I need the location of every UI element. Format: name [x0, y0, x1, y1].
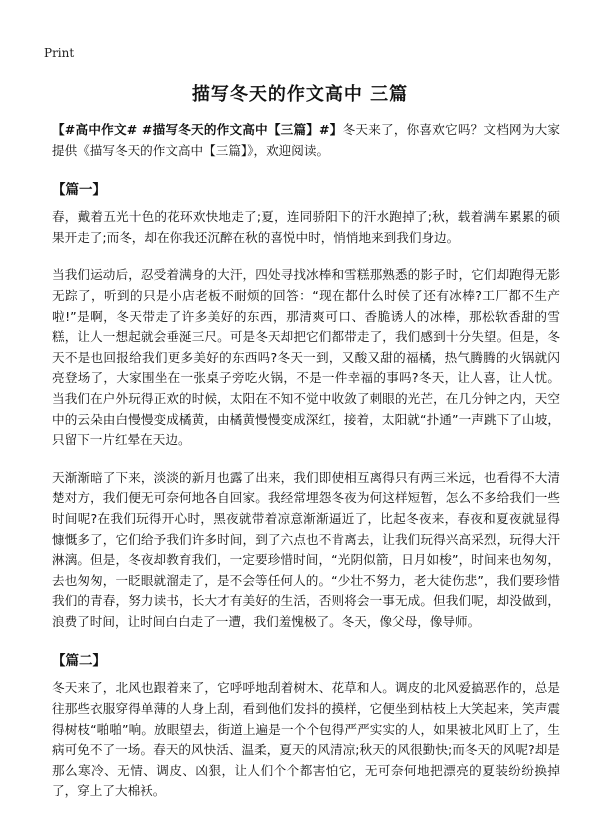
document-body	[52, 120, 560, 819]
section-1-paragraph-2: 当我们运动后，忍受着满身的大汗，四处寻找冰棒和雪糕那熟悉的影子时，它们却跑得无影无踪了，听到的只是小店老板不耐烦的回答：“现在都什么时侯了还有冰棒?工厂都不生产啦!”是啊，冬天带走了许多美好的东西，那清爽可口、香脆诱人的冰棒，那松软香甜的雪糕，让人一想起就会垂涎三尺。可是冬天却把它们都带走了，我们感到十分失望。但是，冬天不是也回报给我们更多美好的东西吗?冬天一到，又酸又甜的福橘，热气腾腾的火锅就闪亮登场了，大家围坐在一张桌子旁吃火锅，不是一件幸福的事吗?冬天，让人喜，让人忧。当我们在户外玩得正欢的时候，太阳在不知不觉中收敛了刺眼的光芒，在几分钟之内，天空中的云朵由白慢慢变成橘黄，由橘黄慢慢变成深红，接着，太阳就“扑通”一声跳下了山坡，只留下一片红晕在天边。	[52, 267, 560, 448]
section-2-paragraph-1: 冬天来了，北风也跟着来了，它呼呼地刮着树木、花草和人。调皮的北风爱搞恶作的，总是往那些衣服穿得单薄的人身上刮，看到他们发抖的摸样，它便坐到枯枝上大笑起来，笑声震得树枝“啪啪”响。放眼望去，街道上遍是一个个包得严严实实的人，如果被北风盯上了，生病可免不了一场。春天的风快活、温柔，夏天的风清凉;秋天的风很勤快;而冬天的风呢?却是那么寒冷、无情、调皮、凶狠，让人们个个都害怕它，无可奈何地把漂亮的夏装纷纷换掉了，穿上了大棉袄。	[52, 680, 560, 799]
document-title: 描写冬天的作文高中 三篇	[191, 84, 409, 105]
intro-text: 冬天来了，你喜欢它吗？文档网为大家提供《描写冬天的作文高中【三篇】》，欢迎阅读。	[52, 122, 561, 158]
section-heading-2: 【篇二】	[52, 653, 106, 670]
intro-tag: 【#高中作文# #描写冬天的作文高中【三篇】#】	[52, 122, 343, 137]
print-label: Print	[44, 46, 75, 60]
intro-paragraph	[52, 120, 560, 161]
section-1-paragraph-1: 春，戴着五光十色的花环欢快地走了;夏，连同骄阳下的汗水跑掉了;秋，载着满车累累的硕果开走了;而冬，却在你我还沉醉在秋的喜悦中时，悄悄地来到我们身边。	[52, 209, 560, 245]
section-heading-1: 【篇一】	[52, 182, 106, 199]
section-1-paragraph-3: 天渐渐暗了下来，淡淡的新月也露了出来，我们即使相互离得只有两三米远，也看得不大清楚对方，我们便无可奈何地各自回家。我经常埋怨冬夜为何这样短暂，怎么不多给我们一些时间呢?在我们玩得开心时，黑夜就带着凉意渐渐逼近了，比起冬夜来，春夜和夏夜就显得慷慨多了，它们给予我们许多时间，到了六点也不肯离去，让我们玩得兴高采烈，玩得大汗淋漓。但是，冬夜却教育我们，一定要珍惜时间，“光阴似箭，日月如梭”，时间来也匆匆，去也匆匆，一眨眼就溜走了，是不会等任何人的。“少壮不努力，老大徒伤悲”，我们要珍惜我们的青春，努力读书，长大才有美好的生活，否则将会一事无成。但我们呢，却没做到，浪费了时间，让时间白白走了一遭，我们羞愧极了。冬天，像父母，像导师。	[52, 469, 560, 629]
